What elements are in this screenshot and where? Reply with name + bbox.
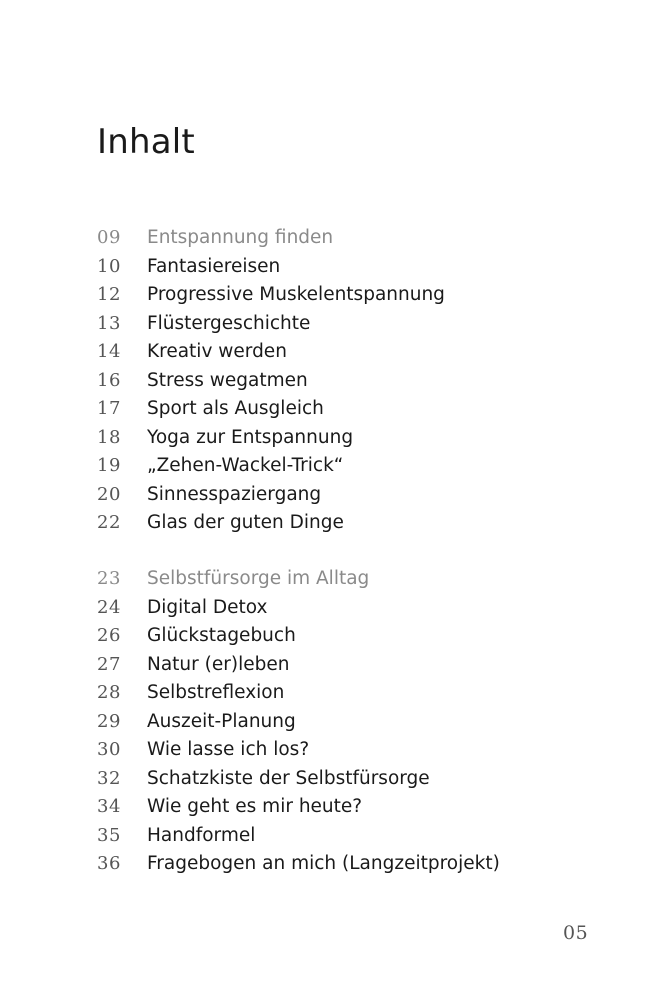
toc-entry bbox=[97, 253, 617, 282]
toc-page-number: 20 bbox=[97, 483, 121, 505]
toc-entry bbox=[97, 395, 617, 424]
toc-entry-label: Digital Detox bbox=[147, 596, 268, 618]
toc-entry-label: Progressive Muskelentspannung bbox=[147, 284, 445, 305]
toc-entry bbox=[97, 594, 617, 623]
toc-entry bbox=[97, 509, 617, 538]
page-number: 05 bbox=[563, 922, 589, 944]
toc-entry-label: Yoga zur Entspannung bbox=[147, 426, 354, 448]
toc-page-number: 26 bbox=[97, 625, 121, 646]
toc-entry-label: Stress wegatmen bbox=[147, 369, 308, 391]
toc-page-number: 29 bbox=[97, 710, 121, 732]
toc-entry-label: Auszeit-Planung bbox=[147, 710, 296, 732]
toc-section-heading bbox=[97, 565, 617, 594]
toc-entry bbox=[97, 452, 617, 481]
toc-entry-label: Glückstagebuch bbox=[147, 625, 296, 646]
toc-page-number: 28 bbox=[97, 682, 121, 703]
toc-entry-label: Sport als Ausgleich bbox=[147, 398, 324, 419]
toc-page-number: 19 bbox=[97, 455, 121, 476]
toc-entry bbox=[97, 281, 617, 310]
toc-entry-label: Fantasiereisen bbox=[147, 255, 281, 277]
toc-section-entspannung bbox=[97, 224, 617, 538]
toc-entry bbox=[97, 310, 617, 339]
toc-page-number: 22 bbox=[97, 512, 121, 533]
toc-page-number: 17 bbox=[97, 398, 121, 419]
page-title: Inhalt bbox=[97, 122, 195, 162]
toc-entry-label: Kreativ werden bbox=[147, 341, 287, 362]
toc-page-number: 23 bbox=[97, 568, 121, 589]
toc-entry bbox=[97, 424, 617, 453]
toc-page-number: 14 bbox=[97, 341, 121, 362]
toc-page-number: 13 bbox=[97, 312, 121, 334]
toc-page-number: 35 bbox=[97, 824, 121, 846]
toc-entry bbox=[97, 651, 617, 680]
toc-entry bbox=[97, 367, 617, 396]
toc-entry-label: „Zehen-Wackel-Trick“ bbox=[147, 455, 344, 476]
toc-page-number: 27 bbox=[97, 653, 121, 675]
toc-section-heading bbox=[97, 224, 617, 253]
toc-entry-label: Natur (er)leben bbox=[147, 653, 290, 675]
toc-entry bbox=[97, 481, 617, 510]
toc-page-number: 24 bbox=[97, 596, 121, 618]
toc-entry-label: Fragebogen an mich (Langzeitprojekt) bbox=[147, 853, 500, 874]
toc-heading-label: Selbstfürsorge im Alltag bbox=[147, 568, 370, 589]
toc-page-number: 12 bbox=[97, 284, 121, 305]
toc-page-number: 32 bbox=[97, 767, 121, 789]
toc-entry-label: Glas der guten Dinge bbox=[147, 512, 344, 533]
toc-entry-label: Flüstergeschichte bbox=[147, 312, 311, 334]
toc-page-number: 30 bbox=[97, 739, 121, 760]
toc-page-number: 10 bbox=[97, 255, 121, 277]
toc-entry-label: Wie geht es mir heute? bbox=[147, 796, 363, 817]
toc-entry-label: Selbstreflexion bbox=[147, 682, 285, 703]
toc-entry-label: Wie lasse ich los? bbox=[147, 739, 310, 760]
toc-page-number: 09 bbox=[97, 227, 121, 248]
toc-page-number: 36 bbox=[97, 853, 121, 874]
toc-entry bbox=[97, 679, 617, 708]
toc-entry bbox=[97, 850, 617, 879]
toc-section-selbstfuersorge bbox=[97, 565, 617, 879]
toc-entry bbox=[97, 338, 617, 367]
toc-page-number: 18 bbox=[97, 426, 121, 448]
toc-entry bbox=[97, 622, 617, 651]
toc-page-number: 16 bbox=[97, 369, 121, 391]
toc-page-number: 34 bbox=[97, 796, 121, 817]
toc-entry bbox=[97, 708, 617, 737]
toc-entry bbox=[97, 736, 617, 765]
toc-entry bbox=[97, 793, 617, 822]
toc-entry-label: Sinnesspaziergang bbox=[147, 483, 322, 505]
toc-entry-label: Schatzkiste der Selbstfürsorge bbox=[147, 767, 430, 789]
toc-entry bbox=[97, 822, 617, 851]
toc-heading-label: Entspannung finden bbox=[147, 227, 334, 248]
toc-entry-label: Handformel bbox=[147, 824, 256, 846]
toc-entry bbox=[97, 765, 617, 794]
